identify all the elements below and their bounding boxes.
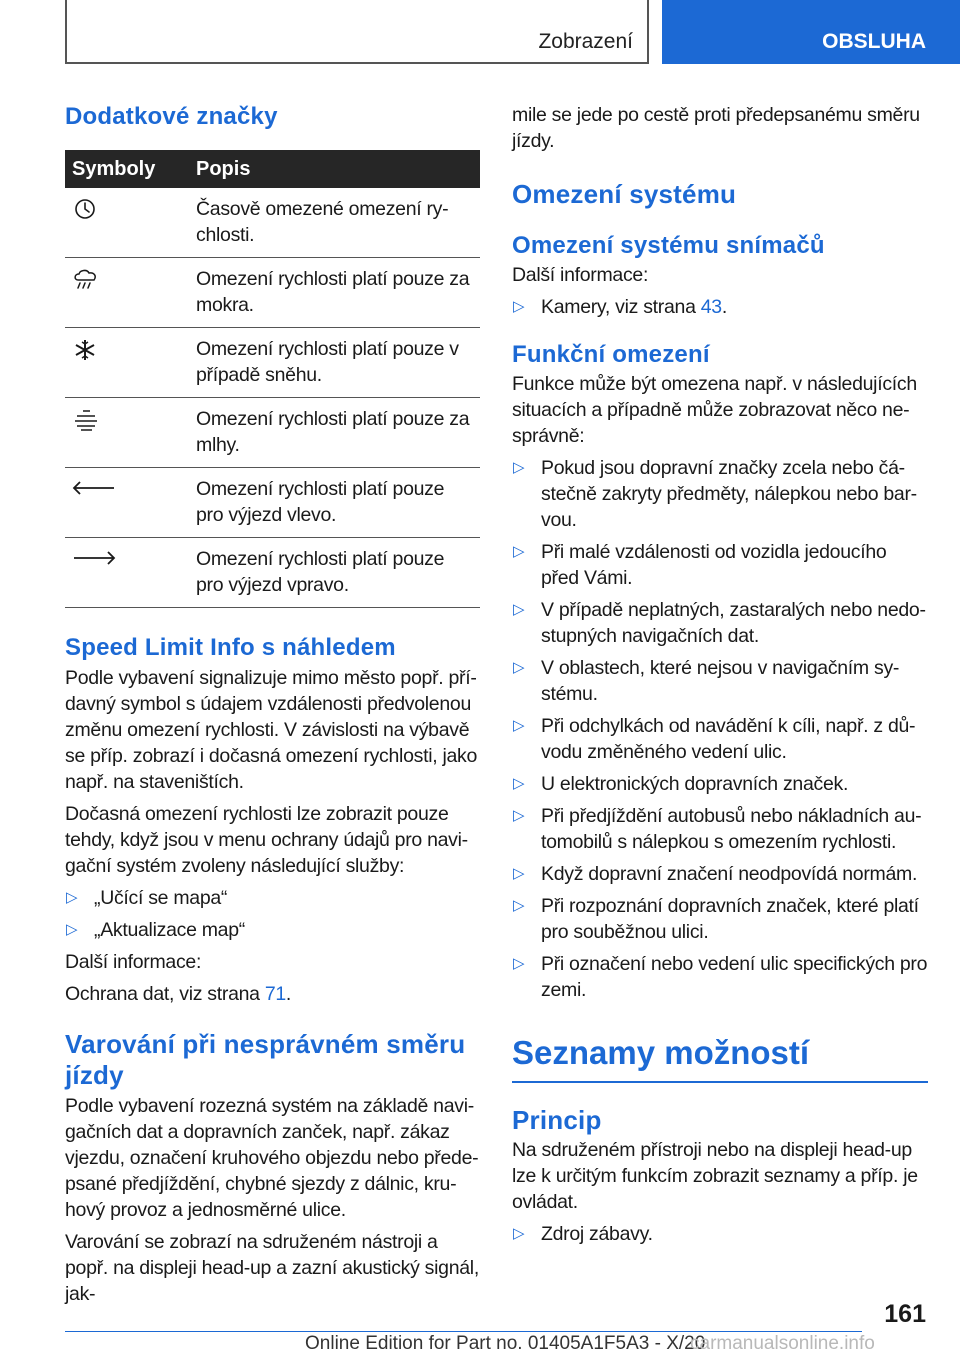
list-item: ▷ „Učící se mapa“ [66, 887, 228, 909]
table-row [65, 538, 480, 608]
list-item: ▷ Při odchylkách od navádění k cíli, např. z dů-vodu změněného vedení ulic. [513, 715, 916, 763]
paragraph: Ochrana dat, viz strana 71. [65, 983, 292, 1005]
table-row [65, 468, 480, 538]
col-header-symbols: Symboly [65, 150, 193, 188]
heading-speed-limit-info: Speed Limit Info s náhledem [65, 634, 396, 661]
row-description: Časově omezené omezení ry-chlosti. [193, 188, 480, 258]
paragraph: Varování se zobrazí na sdruženém nástroji a popř. na displeji head-up a zazní akustický signál, jak- [65, 1231, 479, 1305]
list-item: ▷ Při malé vzdálenosti od vozidla jedoucího před Vámi. [513, 541, 887, 589]
principle-list [512, 1221, 928, 1247]
footer-divider [65, 1331, 862, 1332]
footer-edition: Online Edition for Part no. 01405A1F5A3 - X/20 [305, 1333, 706, 1354]
left-column [65, 102, 480, 1307]
bullet-icon: ▷ [513, 601, 525, 618]
bullet-icon: ▷ [513, 459, 525, 476]
bullet-icon: ▷ [513, 659, 525, 676]
bullet-icon: ▷ [513, 897, 525, 914]
paragraph: Dočasná omezení rychlosti lze zobrazit pouze tehdy, když jsou v menu ochrany údajů pro navi-gační systém zvoleny následující služby: [65, 803, 468, 877]
col-header-description: Popis [193, 150, 480, 188]
clock-icon [72, 198, 98, 220]
page-link-71[interactable]: 71 [264, 983, 286, 1005]
paragraph: Podle vybavení signalizuje mimo město popř. pří-davný symbol s údajem vzdálenosti předvolenou změnu omezení rychlosti. V závislosti na výbavě se příp. zobrazí i dočasná omezení rychlosti, jako např. na staveništích. [65, 667, 478, 793]
arrow-left-icon [72, 478, 116, 498]
row-description: Omezení rychlosti platí pouze za mlhy. [193, 398, 480, 468]
list-item: ▷ Při rozpoznání dopravních značek, které platí pro souběžnou ulici. [513, 895, 919, 943]
table-row [65, 258, 480, 328]
table-row [65, 328, 480, 398]
heading-additional-signs: Dodatkové značky [65, 103, 278, 130]
header-section-box [65, 0, 649, 64]
right-column [512, 102, 928, 1247]
rain-cloud-icon [72, 268, 100, 292]
list-item: ▷ Když dopravní značení neodpovídá normám. [513, 863, 918, 885]
list-item: ▷ V případě neplatných, zastaralých nebo nedo-stupných navigačních dat. [513, 599, 926, 647]
heading-principle: Princip [512, 1105, 602, 1135]
bullet-icon: ▷ [513, 717, 525, 734]
bullet-icon: ▷ [513, 865, 525, 882]
bullet-icon: ▷ [513, 298, 525, 315]
heading-option-lists: Seznamy možností [512, 1033, 928, 1083]
heading-system-limits: Omezení systému [512, 179, 737, 209]
paragraph: Další informace: [512, 264, 649, 286]
row-description: Omezení rychlosti platí pouze v případě sněhu. [193, 328, 480, 398]
bullet-icon: ▷ [513, 807, 525, 824]
table-row [65, 398, 480, 468]
paragraph: mile se jede po cestě proti předepsanému směru jízdy. [512, 104, 920, 152]
fog-icon [72, 408, 100, 432]
arrow-right-icon [72, 548, 116, 568]
row-description: Omezení rychlosti platí pouze pro výjezd vpravo. [193, 538, 480, 608]
list-item: ▷ Pokud jsou dopravní značky zcela nebo čá-stečně zakryty předměty, nálepkou nebo bar-vou. [513, 457, 917, 531]
paragraph: Na sdruženém přístroji nebo na displeji head-up lze k určitým funkcím zobrazit seznamy a příp. je ovládat. [512, 1139, 918, 1213]
bullet-icon: ▷ [66, 889, 78, 906]
list-item: ▷ V oblastech, které nejsou v navigačním sy-stému. [513, 657, 900, 705]
snowflake-icon [72, 338, 98, 362]
list-item: ▷ „Aktualizace map“ [66, 919, 245, 941]
paragraph: Podle vybavení rozezná systém na základě navi-gačních dat a dopravních zanček, např. zákaz vjezdu, označení kruhového objezdu nebo přede-psané předjíždění, chybné sjezdy z dálnic, kru-hový provoz a jednosměrné ulice. [65, 1095, 479, 1221]
header-tab[interactable] [662, 0, 960, 64]
bullet-icon: ▷ [66, 921, 78, 938]
bullet-icon: ▷ [513, 955, 525, 972]
section-title: Zobrazení [538, 30, 633, 53]
tab-label: OBSLUHA [822, 30, 926, 53]
table-row [65, 188, 480, 258]
list-item: ▷ Při předjíždění autobusů nebo nákladních au-tomobilů s nálepkou s omezením rychlosti. [513, 805, 922, 853]
list-item: ▷ Kamery, viz strana 43. [513, 296, 727, 318]
list-item: ▷ Zdroj zábavy. [513, 1223, 653, 1245]
page-link-43[interactable]: 43 [700, 296, 722, 318]
functional-limits-list [512, 455, 928, 1003]
paragraph: Funkce může být omezena např. v následujících situacích a případně může zobrazovat něco ne-správně: [512, 373, 917, 447]
heading-wrong-way: Varování při nesprávném směru jízdy [65, 1029, 466, 1090]
camera-list [512, 294, 928, 320]
bullet-icon: ▷ [513, 775, 525, 792]
heading-sensor-limits: Omezení systému snímačů [512, 232, 825, 259]
heading-functional-limits: Funkční omezení [512, 341, 710, 368]
watermark: carmanualsonline.info [690, 1333, 875, 1354]
list-item: ▷ U elektronických dopravních značek. [513, 773, 849, 795]
list-item: ▷ Při označení nebo vedení ulic specifických pro zemi. [513, 953, 928, 1001]
page-number: 161 [884, 1300, 926, 1328]
paragraph: Další informace: [65, 951, 202, 973]
services-list [65, 885, 480, 943]
row-description: Omezení rychlosti platí pouze pro výjezd vlevo. [193, 468, 480, 538]
bullet-icon: ▷ [513, 543, 525, 560]
bullet-icon: ▷ [513, 1225, 525, 1242]
row-description: Omezení rychlosti platí pouze za mokra. [193, 258, 480, 328]
signs-table [65, 150, 480, 608]
